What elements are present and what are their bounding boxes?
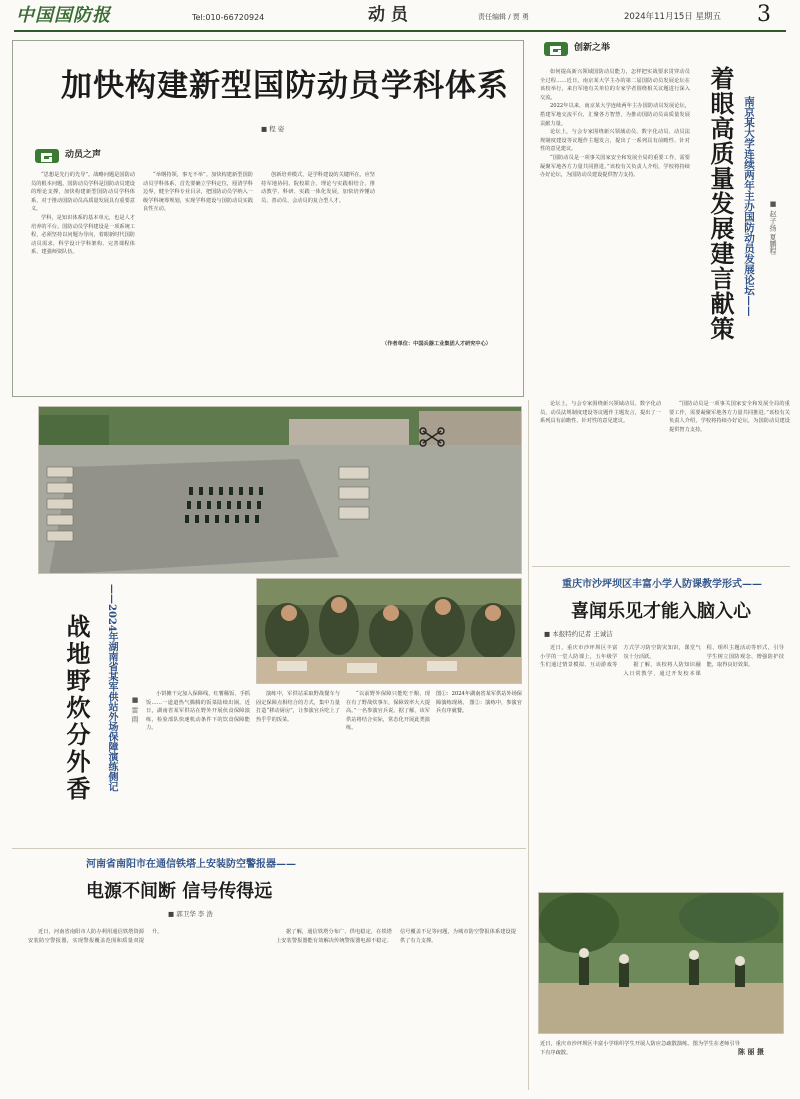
row-divider [532, 566, 790, 567]
lead-column-label-text: 动员之声 [65, 150, 102, 160]
drill-ground-illustration [39, 407, 522, 574]
alarm-body [28, 928, 516, 1088]
alarm-paragraph: 近日，河南省南阳市人防办利用通信铁塔资源安装防空警报器，实现警报覆盖范围和质量双提升。 [28, 929, 163, 944]
school-photo-credit: 陈 丽 摄 [738, 1048, 764, 1056]
innovation-paragraph: “国防动员是一项事关国家安全和发展全局的重要工作，需要凝聚军地各方力量共同推进。”该校有关负责人介绍，学校将持续办好论坛，为国防动员建设提供智力支持。 [540, 154, 690, 179]
innovation-paragraph: 2022年以来，南京某大学连续两年主办国防动员发展论坛，搭建军地交流平台，汇聚各方智慧，为推动国防动员高质量发展贡献力量。 [540, 103, 690, 127]
masthead-page-number: 3 [757, 2, 771, 27]
masthead [0, 0, 800, 34]
lead-column-label [35, 147, 149, 165]
masthead-editors: 责任编辑 / 贾 勇 [478, 13, 530, 21]
feature-body-col-1 [146, 690, 250, 842]
school-byline: ■ 本报特约记者 王诚洁 [544, 630, 613, 638]
innovation-paragraph: 如何提高新兴领域国防动员能力，怎样把实战要求贯穿动员全过程……近日，南京某大学主办的第二届国防动员发展论坛在该校举行，来自军地有关单位的专家学者围绕相关议题进行深入交流。 [540, 69, 690, 101]
innovation-column-label-text: 创新之举 [574, 43, 611, 53]
lead-body-col-3 [261, 171, 375, 389]
lead-paragraph: “思想是先行的先导”。战略问题是国防动员的根本问题。国防动员学科是国防动员建设的理论支撑，加快构建新型国防动员学科体系，对于推动国防动员高质量发展具有重要意义。 [31, 172, 135, 213]
section-mark-icon [544, 42, 568, 56]
feature-photo-parade-ground [38, 406, 522, 574]
lead-body-col-2 [143, 171, 253, 389]
feature-paragraph: 演练中，军供站采取野战餐车与固定保障点相结合的方式，集中力量打造“移动厨房”，让参演官兵吃上了热乎乎的饭菜。 [256, 691, 340, 723]
lead-author-note: （作者单位：中国兵器工业集团人才研究中心） [382, 341, 491, 347]
innovation-body [540, 68, 690, 390]
masthead-section: 动 员 [368, 5, 408, 25]
school-paragraph: 近日，重庆市沙坪坝区丰富小学的一堂人防课上，五年级学生们通过情景模拟、互动游戏等方式学习防空防灾知识，课堂气氛十分活跃。 [540, 645, 701, 669]
innovation-paragraph-continued: “国防动员是一项事关国家安全和发展全局的重要工作，需要凝聚军地各方力量共同推进。”该校有关负责人介绍，学校将持续办好论坛，为国防动员建设提供智力支持。 [669, 401, 790, 433]
feature-kicker: ——2024年湖南省某军供站外场保障演练侧记 [106, 584, 117, 792]
lead-body-col-1 [31, 171, 135, 389]
feature-byline: ■ 雷 雨 [131, 696, 139, 723]
alarm-title: 电源不间断 信号传得远 [86, 881, 273, 902]
innovation-column-label [544, 40, 664, 58]
masthead-tel: Tel:010-66720924 [192, 13, 265, 22]
feature-title: 战地野炊分外香 [62, 614, 90, 803]
feature-photo-soldiers-eating [256, 578, 522, 684]
school-paragraph: 据了解，该校将人防知识融入日常教学，通过开发校本课程、组织主题活动等形式，引导学生树立国防观念、增强防护技能，取得良好效果。 [623, 645, 784, 677]
lead-byline: ■ 程 姿 [261, 125, 285, 133]
feature-body-col-4 [436, 690, 522, 842]
school-title: 喜闻乐见才能入脑入心 [571, 601, 751, 622]
innovation-paragraph-continued: 论坛上，与会专家围绕新兴领域动员、数字化动员、动员法规制度建设等议题作主题发言，提出了一系列具有前瞻性、针对性的意见建议。 [540, 401, 661, 425]
feature-caption: 图①：2024年湖南省某军供站外场保障演练现场。 图②：演练中，参演官兵有序就餐。 [436, 691, 522, 715]
school-drill-illustration [539, 893, 784, 1034]
row-divider [12, 848, 526, 849]
feature-body-col-2 [256, 690, 340, 842]
lead-paragraph: “举纲持领，事无不举”。加快构建新型国防动员学科体系，首先要确立学科定位，厘清学科边界，健全学科专业目录，把国防动员学纳入一级学科统筹规划，实现学科建设与国防动员实践良性互动。 [143, 172, 253, 213]
school-photo [538, 892, 784, 1034]
feature-body-col-3 [346, 690, 430, 842]
alarm-title-top: 河南省南阳市在通信铁塔上安装防空警报器—— [86, 859, 296, 870]
section-mark-icon [35, 149, 59, 163]
lead-paragraph: 创新培养模式，是学科建设的关键所在。应坚持军地协同、院校联合、理论与实践相结合，推动教学、科研、实践一体化发展，加快培养懂动员、善动员、会动员的复合型人才。 [261, 172, 375, 204]
innovation-byline: ■ 赵子扬 夏鹏程 [769, 200, 777, 255]
innovation-vertical-subtitle: 南京某大学连续两年主办国防动员发展论坛—— [743, 96, 755, 317]
school-caption: 近日，重庆市沙坪坝区丰富小学组织学生开展人防应急疏散演练。图为学生在老师引导下有序疏散。 [540, 1041, 740, 1056]
lead-paragraph: 学科，是知识体系的基本单元，也是人才培养的平台。国防动员学科建设是一项系统工程，必须坚持以问题为导向，着眼新时代国防动员需求，科学设计学科架构、完善课程体系、建强师资队伍。 [31, 214, 135, 256]
school-body [540, 644, 784, 884]
feature-article [38, 406, 522, 846]
school-title-top: 重庆市沙坪坝区丰富小学人防课教学形式—— [562, 579, 762, 590]
lead-headline: 加快构建新型国防动员学科体系 [61, 68, 509, 104]
alarm-article [12, 852, 526, 1092]
innovation-continuation [540, 400, 790, 560]
innovation-vertical-title: 着眼高质量发展建言献策 [706, 66, 734, 341]
innovation-block [532, 40, 790, 397]
feature-paragraph: 小饼摊干完加入保障线，红薯稀饭、手抓饭……一道道热气腾腾的饭菜陆续出锅。近日，湖南省某军供站在野外开展伙食保障演练，检验部队快速机动条件下的饮食保障能力。 [146, 691, 250, 732]
masthead-logo: 中国国防报 [16, 5, 111, 26]
soldiers-eating-illustration [257, 579, 522, 684]
column-divider [528, 400, 529, 1090]
masthead-rule [14, 30, 786, 32]
masthead-date: 2024年11月15日 星期五 [624, 12, 721, 22]
feature-paragraph: “以前野外保障只能吃干粮，现在有了野战炊事车，保障效率大大提高。”一名参演官兵说。据了解，该军供站将结合实际，常态化开展此类演练。 [346, 691, 430, 732]
alarm-paragraph: 据了解，通信铁塔分布广、供电稳定，在铁塔上安装警报器能有效解决传统警报器电源不稳定、信号覆盖不足等问题，为城市防空警报体系建设提供了有力支撑。 [276, 929, 516, 944]
school-article [532, 570, 790, 1090]
alarm-byline: ■ 郭卫华 李 浩 [168, 910, 213, 918]
lead-paragraph-filler [383, 147, 511, 156]
innovation-paragraph: 论坛上，与会专家围绕新兴领域动员、数字化动员、动员法规制度建设等议题作主题发言，提出了一系列具有前瞻性、针对性的意见建议。 [540, 129, 690, 153]
